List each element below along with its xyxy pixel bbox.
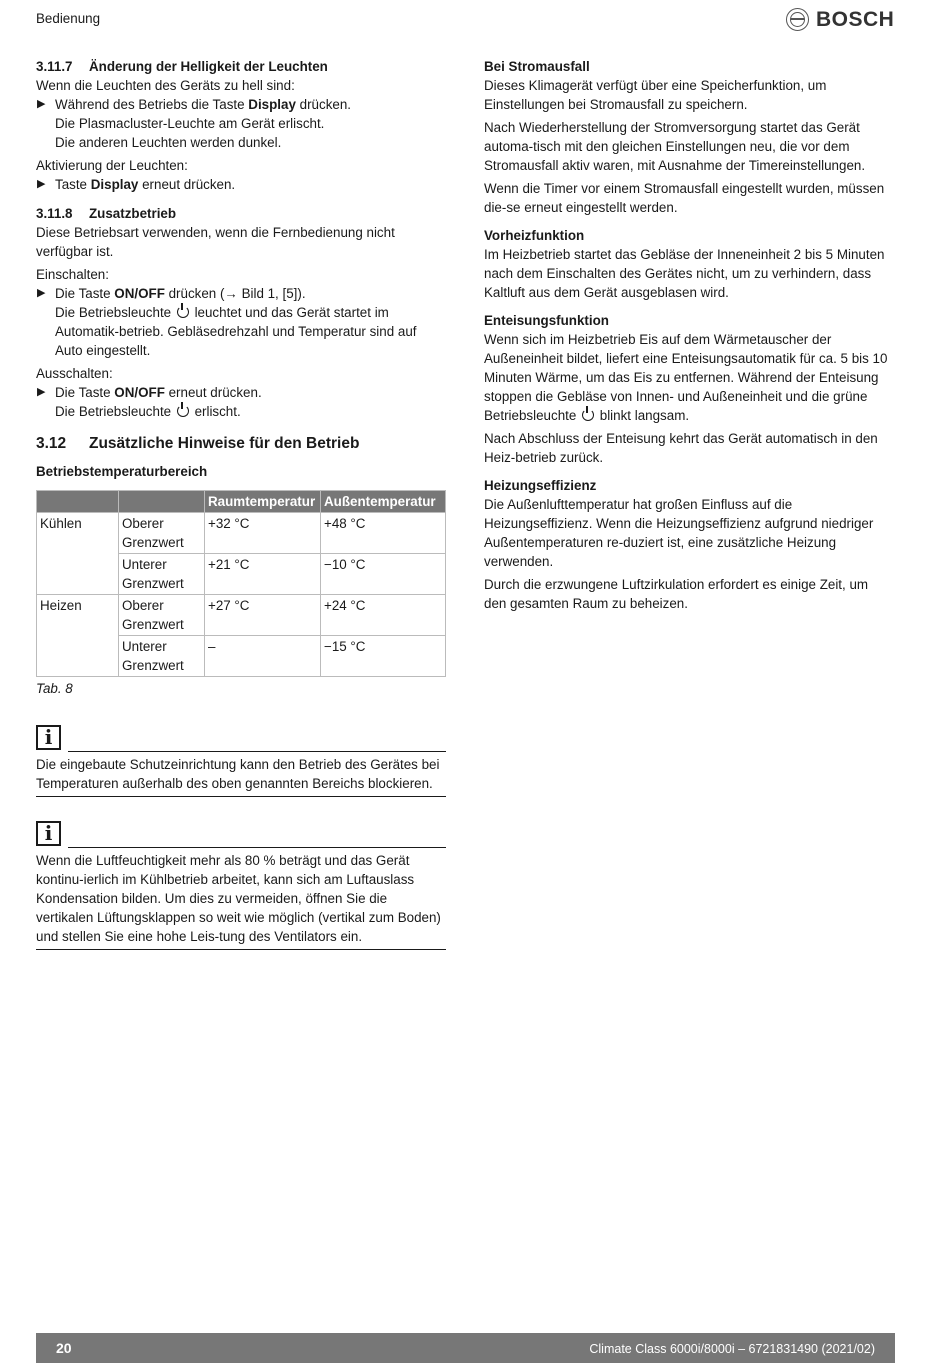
- info-icon: i: [36, 725, 61, 750]
- header-section: Bedienung: [36, 11, 101, 26]
- paragraph: Einschalten:: [36, 267, 109, 282]
- left-column: [36, 57, 446, 950]
- result-text: Die anderen Leuchten werden dunkel.: [55, 135, 282, 150]
- footer-bar: [36, 1333, 895, 1363]
- info-note: [36, 821, 446, 950]
- step-item: ▶ Die Taste ON/OFF drücken (→ Bild 1, [5]).: [37, 286, 306, 301]
- table-row: Heizen Oberer Grenzwert +27 °C +24 °C: [37, 595, 446, 636]
- heading-3-11-8: 3.11.8 Zusatzbetrieb: [36, 206, 177, 221]
- subheading-efficiency: Heizungseffizienz: [484, 478, 597, 493]
- bullet-triangle-icon: ▶: [37, 386, 46, 398]
- info-note: [36, 725, 446, 797]
- power-icon: [582, 409, 594, 421]
- step-item: ▶ Taste Display erneut drücken.: [37, 177, 236, 192]
- table-row: Kühlen Oberer Grenzwert +32 °C +48 °C: [37, 513, 446, 554]
- heading-3-11-7: 3.11.7 Änderung der Helligkeit der Leuchten: [36, 59, 328, 74]
- paragraph: Durch die erzwungene Luftzirkulation erfordert es einige Zeit, um den gesamten Raum zu beheizen.: [484, 577, 869, 611]
- table-row: Unterer Grenzwert – −15 °C: [37, 636, 446, 677]
- table-row: Unterer Grenzwert +21 °C −10 °C: [37, 554, 446, 595]
- subheading-defrost: Enteisungsfunktion: [484, 313, 609, 328]
- note-text: Wenn die Luftfeuchtigkeit mehr als 80 % beträgt und das Gerät kontinu-ierlich im Kühlbetrieb arbeitet, kann sich am Luftauslass Kondensation bilden. Um dies zu vermeiden, öffnen Sie die vertikalen Lüftungsklappen so weit wie möglich (vertikal zum Boden) und stellen Sie eine hohe Leis-tung des Ventilators ein.: [36, 853, 441, 944]
- paragraph: Wenn sich im Heizbetrieb Eis auf dem Wärmetauscher der Außeneinheit bildet, liefert eine Enteisungsautomatik für ca. 5 bis 10 Minuten Wärme, um das Eis zu entfernen. Während der Enteisung stoppen die Gebläse von Innen- und Außeneinheit und die grüne Betriebsleuchte blinkt langsam.: [484, 332, 888, 423]
- info-icon: i: [36, 821, 61, 846]
- bosch-armature-icon: [786, 8, 809, 31]
- paragraph: Wenn die Timer vor einem Stromausfall eingestellt wurden, müssen die-se erneut eingestellt werden.: [484, 181, 885, 215]
- heading-3-12: 3.12 Zusätzliche Hinweise für den Betrieb: [36, 435, 360, 452]
- paragraph: Im Heizbetrieb startet das Gebläse der Inneneinheit 2 bis 5 Minuten nach dem Einschalten des Gerätes nicht, um zu verhindern, dass Kaltluft aus dem Gerät ausgeblasen wird.: [484, 247, 885, 300]
- paragraph: Ausschalten:: [36, 366, 113, 381]
- subheading-preheat: Vorheizfunktion: [484, 228, 585, 243]
- result-text: Die Plasmacluster-Leuchte am Gerät erlischt.: [55, 116, 325, 131]
- paragraph: Aktivierung der Leuchten:: [36, 158, 188, 173]
- bullet-triangle-icon: ▶: [37, 98, 46, 110]
- document-reference: Climate Class 6000i/8000i – 6721831490 (2021/02): [589, 1342, 875, 1356]
- brand-name: BOSCH: [816, 8, 895, 31]
- paragraph: Diese Betriebsart verwenden, wenn die Fernbedienung nicht verfügbar ist.: [36, 225, 395, 259]
- power-icon: [177, 405, 189, 417]
- page-number: 20: [56, 1340, 72, 1356]
- step-item: ▶ Während des Betriebs die Taste Display drücken.: [37, 97, 352, 112]
- table-title: Betriebstemperaturbereich: [36, 464, 208, 479]
- paragraph: Nach Wiederherstellung der Stromversorgung startet das Gerät automa-tisch mit den gleichen Einstellungen neu, die vor dem Stromausfall aktiv waren, mit Ausnahme der Timereinstellungen.: [484, 120, 866, 173]
- table-header-row: Raumtemperatur Außentemperatur: [37, 491, 446, 513]
- arrow-right-icon: →: [224, 286, 238, 301]
- temperature-range-table: [36, 490, 446, 677]
- result-text: Die Betriebsleuchte leuchtet und das Gerät startet im Automatik-betrieb. Gebläsedrehzahl und Temperatur sind auf Auto eingestellt.: [55, 305, 417, 358]
- right-column: [484, 57, 894, 613]
- bosch-logo: [786, 8, 894, 31]
- bullet-triangle-icon: ▶: [37, 178, 46, 190]
- result-text: Die Betriebsleuchte erlischt.: [55, 404, 241, 419]
- power-icon: [177, 306, 189, 318]
- table-caption: Tab. 8: [36, 681, 73, 696]
- bullet-triangle-icon: ▶: [37, 287, 46, 299]
- paragraph: Nach Abschluss der Enteisung kehrt das Gerät automatisch in den Heiz-betrieb zurück.: [484, 431, 878, 465]
- step-item: ▶ Die Taste ON/OFF erneut drücken.: [37, 385, 262, 400]
- subheading-power-failure: Bei Stromausfall: [484, 59, 590, 74]
- paragraph: Dieses Klimagerät verfügt über eine Speicherfunktion, um Einstellungen bei Stromausfall zu speichern.: [484, 78, 827, 112]
- note-text: Die eingebaute Schutzeinrichtung kann den Betrieb des Gerätes bei Temperaturen außerhalb des oben genannten Bereichs blockieren.: [36, 757, 440, 791]
- paragraph: Wenn die Leuchten des Geräts zu hell sind:: [36, 78, 295, 93]
- paragraph: Die Außenlufttemperatur hat großen Einfluss auf die Heizungseffizienz. Wenn die Heizungseffizienz aufgrund niedriger Außentemperaturen re-duziert ist, eine zusätzliche Heizung verwenden.: [484, 497, 874, 569]
